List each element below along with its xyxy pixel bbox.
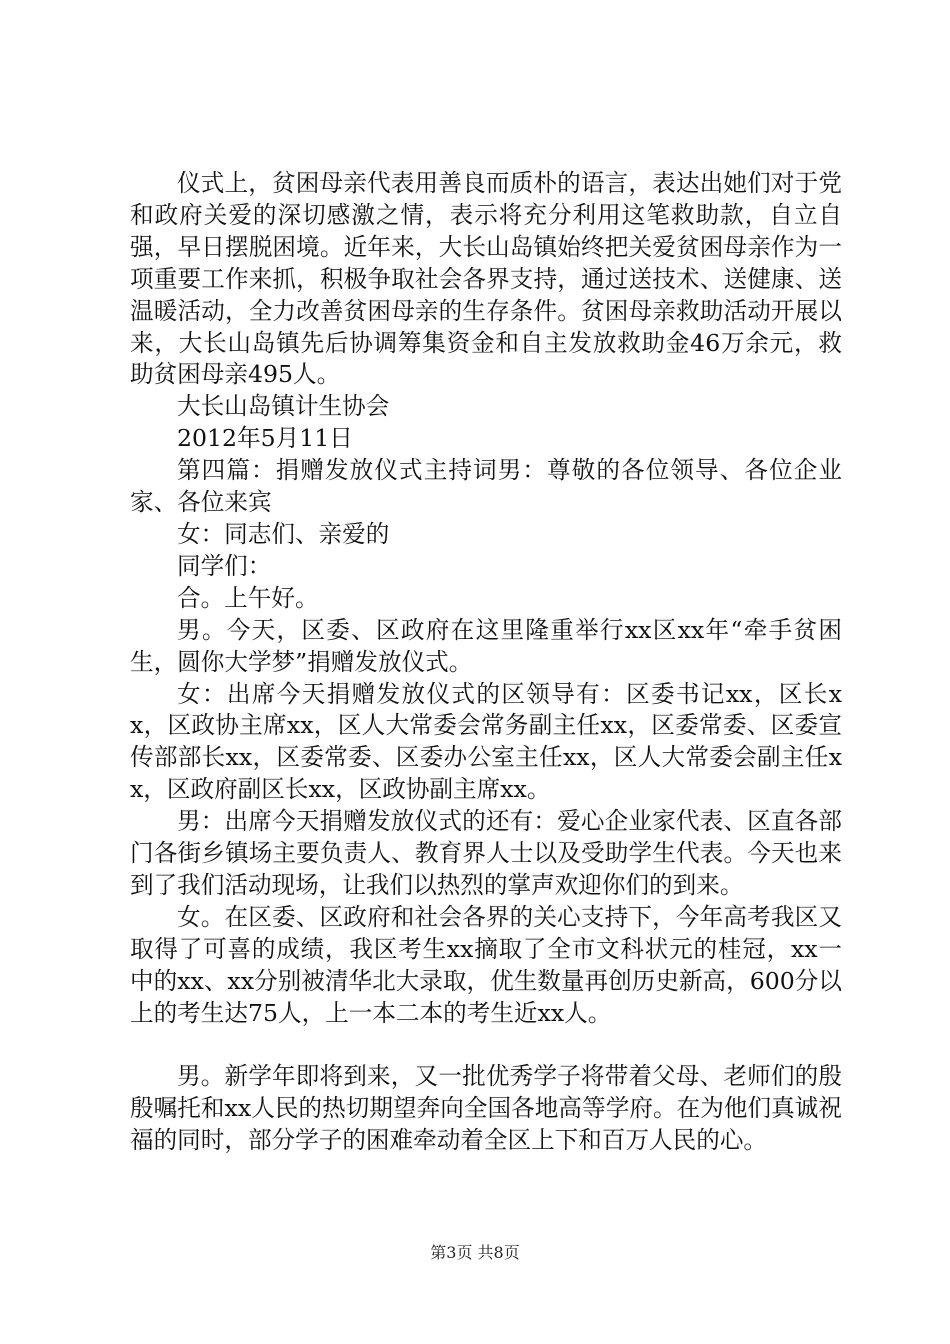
paragraph-students: 同学们： xyxy=(177,551,272,580)
paragraph-female-leaders: 女：出席今天捐赠发放仪式的区领导有：区委书记xx，区长xx，区政协主席xx，区人大常委会常务副主任xx，区委常委、区委宣传部部长xx，区委常委、区委办公室主任xx，区人大常委会副主任xx，区政府副区长xx，区政协副主席xx。 xyxy=(130,679,842,804)
paragraph-female-exam-results: 女。在区委、区政府和社会各界的关心支持下，今年高考我区又取得了可喜的成绩，我区考生xx摘取了全市文科状元的桂冠，xx一中的xx、xx分别被清华北大录取，优生数量再创历史新高，600分以上的考生达75人，上一本二本的考生近xx人。 xyxy=(130,902,842,1027)
page-number-footer: 第3页 共8页 xyxy=(430,1243,520,1262)
paragraph-female-greeting: 女：同志们、亲爱的 xyxy=(177,519,390,548)
signature-organization: 大长山岛镇计生协会 xyxy=(177,392,390,421)
paragraph-together-greeting: 合。上午好。 xyxy=(177,583,319,612)
signature-date: 2012年5月11日 xyxy=(177,424,353,453)
paragraph-male-attendees: 男：出席今天捐赠发放仪式的还有：爱心企业家代表、区直各部门各街乡镇场主要负责人、教育界人士以及受助学生代表。今天也来到了我们活动现场，让我们以热烈的掌声欢迎你们的到来。 xyxy=(130,807,842,899)
paragraph-male-opening: 男。今天，区委、区政府在这里隆重举行xx区xx年“牵手贫困生，圆你大学梦”捐赠发放仪式。 xyxy=(130,615,842,676)
paragraph-male-new-semester: 男。新学年即将到来，又一批优秀学子将带着父母、老师们的殷殷嘱托和xx人民的热切期望奔向全国各地高等学府。在为他们真诚祝福的同时，部分学子的困难牵动着全区上下和百万人民的心。 xyxy=(130,1062,842,1155)
paragraph-ceremony-summary: 仪式上，贫困母亲代表用善良而质朴的语言，表达出她们对于党和政府关爱的深切感激之情，表示将充分利用这笔救助款，自立自强，早日摆脱困境。近年来，大长山岛镇始终把关爱贫困母亲作为一项重要工作来抓，积极争取社会各界支持，通过送技术、送健康、送温暖活动，全力改善贫困母亲的生存条件。贫困母亲救助活动开展以来，大长山岛镇先后协调筹集资金和自主发放救助金46万余元，救助贫困母亲495人。 xyxy=(130,169,842,389)
document-body xyxy=(130,168,842,1157)
paragraph-section-four-heading: 第四篇：捐赠发放仪式主持词男：尊敬的各位领导、各位企业家、各位来宾 xyxy=(130,456,842,517)
